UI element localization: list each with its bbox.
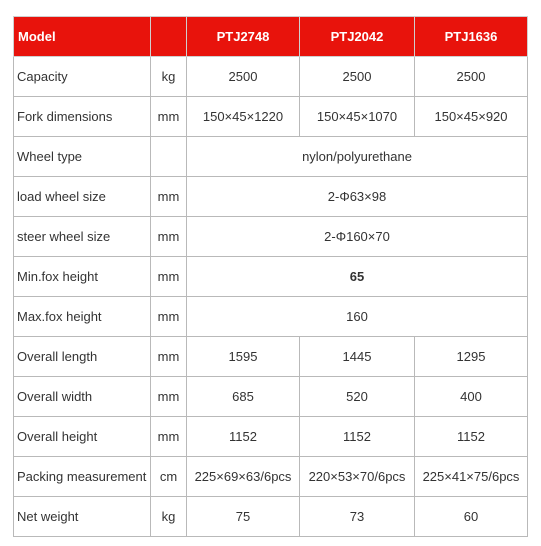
row-steer-wheel-size — [14, 217, 528, 257]
row-label: steer wheel size — [14, 217, 151, 257]
row-label: Wheel type — [14, 137, 151, 177]
row-unit: mm — [151, 297, 187, 337]
row-value: 400 — [415, 377, 528, 417]
row-merged-value: 2-Φ160×70 — [187, 217, 528, 257]
row-packing-measurement — [14, 457, 528, 497]
row-overall-length — [14, 337, 528, 377]
row-unit: mm — [151, 217, 187, 257]
row-label: Min.fox height — [14, 257, 151, 297]
row-merged-value: 2-Φ63×98 — [187, 177, 528, 217]
header-model-ptj2748: PTJ2748 — [187, 17, 300, 57]
row-value: 73 — [300, 497, 415, 537]
row-value: 150×45×1070 — [300, 97, 415, 137]
row-unit: kg — [151, 57, 187, 97]
header-model-ptj1636: PTJ1636 — [415, 17, 528, 57]
row-value: 2500 — [300, 57, 415, 97]
row-value: 220×53×70/6pcs — [300, 457, 415, 497]
row-label: Packing measurement — [14, 457, 151, 497]
row-unit: mm — [151, 97, 187, 137]
row-value: 225×69×63/6pcs — [187, 457, 300, 497]
row-value: 1295 — [415, 337, 528, 377]
row-label: Net weight — [14, 497, 151, 537]
row-value: 2500 — [415, 57, 528, 97]
row-merged-value: nylon/polyurethane — [187, 137, 528, 177]
row-unit: cm — [151, 457, 187, 497]
row-value: 1152 — [415, 417, 528, 457]
row-unit: mm — [151, 337, 187, 377]
row-value: 60 — [415, 497, 528, 537]
row-value: 225×41×75/6pcs — [415, 457, 528, 497]
row-label: load wheel size — [14, 177, 151, 217]
row-min-fox-height — [14, 257, 528, 297]
row-unit: mm — [151, 177, 187, 217]
row-value: 1595 — [187, 337, 300, 377]
row-net-weight — [14, 497, 528, 537]
row-label: Max.fox height — [14, 297, 151, 337]
row-value: 75 — [187, 497, 300, 537]
row-value: 150×45×1220 — [187, 97, 300, 137]
row-label: Capacity — [14, 57, 151, 97]
header-model-label: Model — [14, 17, 151, 57]
row-merged-value: 65 — [187, 257, 528, 297]
row-max-fox-height — [14, 297, 528, 337]
row-unit: mm — [151, 417, 187, 457]
row-value: 685 — [187, 377, 300, 417]
row-label: Overall width — [14, 377, 151, 417]
header-row — [14, 17, 528, 57]
row-value: 1445 — [300, 337, 415, 377]
row-label: Overall length — [14, 337, 151, 377]
row-label: Fork dimensions — [14, 97, 151, 137]
header-model-ptj2042: PTJ2042 — [300, 17, 415, 57]
header-unit-cell — [151, 17, 187, 57]
row-load-wheel-size — [14, 177, 528, 217]
row-unit: mm — [151, 257, 187, 297]
row-capacity — [14, 57, 528, 97]
row-unit — [151, 137, 187, 177]
spec-table — [13, 16, 528, 537]
row-overall-height — [14, 417, 528, 457]
row-label: Overall height — [14, 417, 151, 457]
row-wheel-type — [14, 137, 528, 177]
row-value: 150×45×920 — [415, 97, 528, 137]
row-unit: kg — [151, 497, 187, 537]
row-overall-width — [14, 377, 528, 417]
row-value: 2500 — [187, 57, 300, 97]
row-value: 520 — [300, 377, 415, 417]
row-value: 1152 — [187, 417, 300, 457]
row-value: 1152 — [300, 417, 415, 457]
row-merged-value: 160 — [187, 297, 528, 337]
row-unit: mm — [151, 377, 187, 417]
row-fork-dimensions — [14, 97, 528, 137]
